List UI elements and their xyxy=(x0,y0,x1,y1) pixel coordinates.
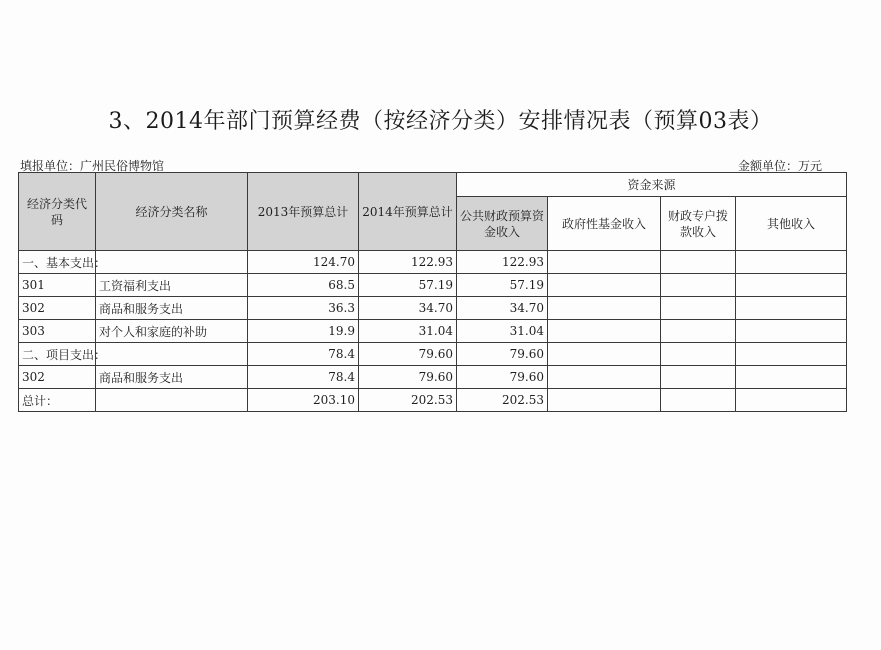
header-fund-source: 资金来源 xyxy=(457,173,847,197)
table-row xyxy=(19,343,847,366)
header-other: 其他收入 xyxy=(736,197,847,251)
cell-code: 303 xyxy=(19,320,96,343)
table-row xyxy=(19,274,847,297)
cell-special-fund xyxy=(661,274,736,297)
header-code: 经济分类代码 xyxy=(19,173,96,251)
header-name: 经济分类名称 xyxy=(96,173,248,251)
document-title: 3、2014年部门预算经费（按经济分类）安排情况表（预算03表） xyxy=(108,109,773,134)
table-row xyxy=(19,251,847,274)
cell-other xyxy=(736,343,847,366)
table-row xyxy=(19,389,847,412)
cell-public-budget: 202.53 xyxy=(457,389,548,412)
cell-code: 二、项目支出： xyxy=(19,343,96,366)
cell-public-budget: 57.19 xyxy=(457,274,548,297)
header-public-budget: 公共财政预算资金收入 xyxy=(457,197,548,251)
cell-total-2013: 78.4 xyxy=(248,366,359,389)
cell-gov-fund xyxy=(548,343,661,366)
cell-gov-fund xyxy=(548,320,661,343)
cell-total-2014: 34.70 xyxy=(359,297,457,320)
table-row xyxy=(19,366,847,389)
cell-total-2014: 79.60 xyxy=(359,366,457,389)
cell-other xyxy=(736,297,847,320)
cell-name: 工资福利支出 xyxy=(96,274,248,297)
cell-name xyxy=(96,389,248,412)
cell-total-2014: 79.60 xyxy=(359,343,457,366)
table-body xyxy=(19,251,847,412)
cell-other xyxy=(736,320,847,343)
cell-name xyxy=(96,343,248,366)
cell-code: 总计： xyxy=(19,389,96,412)
cell-public-budget: 122.93 xyxy=(457,251,548,274)
cell-other xyxy=(736,274,847,297)
cell-total-2013: 36.3 xyxy=(248,297,359,320)
cell-total-2013: 19.9 xyxy=(248,320,359,343)
cell-special-fund xyxy=(661,251,736,274)
cell-code: 一、基本支出： xyxy=(19,251,96,274)
cell-total-2013: 203.10 xyxy=(248,389,359,412)
cell-name: 对个人和家庭的补助 xyxy=(96,320,248,343)
cell-total-2014: 202.53 xyxy=(359,389,457,412)
cell-gov-fund xyxy=(548,389,661,412)
cell-special-fund xyxy=(661,366,736,389)
table-row xyxy=(19,297,847,320)
header-gov-fund: 政府性基金收入 xyxy=(548,197,661,251)
cell-public-budget: 79.60 xyxy=(457,366,548,389)
cell-code: 301 xyxy=(19,274,96,297)
cell-gov-fund xyxy=(548,274,661,297)
cell-special-fund xyxy=(661,297,736,320)
cell-special-fund xyxy=(661,320,736,343)
cell-special-fund xyxy=(661,389,736,412)
cell-gov-fund xyxy=(548,366,661,389)
cell-total-2013: 78.4 xyxy=(248,343,359,366)
cell-gov-fund xyxy=(548,251,661,274)
cell-special-fund xyxy=(661,343,736,366)
cell-other xyxy=(736,366,847,389)
cell-gov-fund xyxy=(548,297,661,320)
cell-public-budget: 79.60 xyxy=(457,343,548,366)
header-total-2014: 2014年预算总计 xyxy=(359,173,457,251)
cell-code: 302 xyxy=(19,366,96,389)
cell-total-2014: 57.19 xyxy=(359,274,457,297)
cell-name: 商品和服务支出 xyxy=(96,297,248,320)
cell-other xyxy=(736,389,847,412)
header-total-2013: 2013年预算总计 xyxy=(248,173,359,251)
cell-public-budget: 31.04 xyxy=(457,320,548,343)
header-special-fund: 财政专户拨款收入 xyxy=(661,197,736,251)
cell-other xyxy=(736,251,847,274)
amount-unit: 金额单位：万元 xyxy=(738,159,823,173)
table-row xyxy=(19,320,847,343)
cell-name xyxy=(96,251,248,274)
cell-total-2014: 31.04 xyxy=(359,320,457,343)
cell-public-budget: 34.70 xyxy=(457,297,548,320)
cell-name: 商品和服务支出 xyxy=(96,366,248,389)
cell-total-2013: 68.5 xyxy=(248,274,359,297)
cell-code: 302 xyxy=(19,297,96,320)
reporting-unit: 填报单位：广州民俗博物馆 xyxy=(20,159,165,173)
budget-table xyxy=(18,172,847,412)
cell-total-2014: 122.93 xyxy=(359,251,457,274)
cell-total-2013: 124.70 xyxy=(248,251,359,274)
